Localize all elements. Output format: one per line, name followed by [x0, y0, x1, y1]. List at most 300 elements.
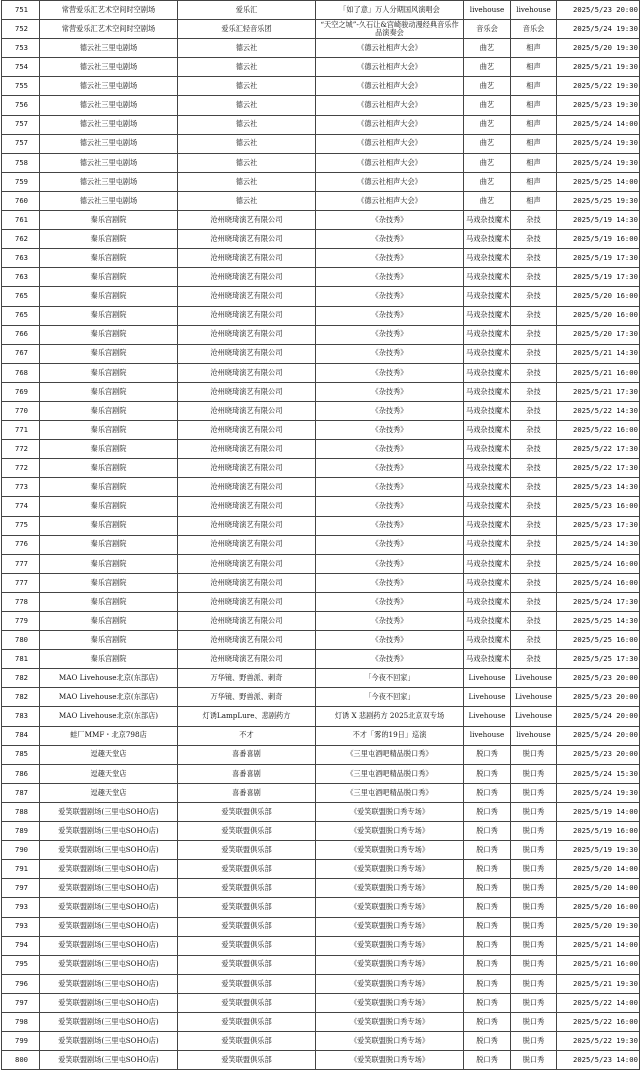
row-number: 798: [2, 1012, 40, 1031]
subcategory-cell: 相声: [511, 39, 557, 58]
datetime-cell: 2025/5/24 17:30: [557, 592, 640, 611]
organizer-cell: 德云社: [178, 153, 316, 172]
venue-cell: 秦乐宫剧院: [40, 268, 178, 287]
table-row: [2, 77, 640, 96]
row-number: 793: [2, 898, 40, 917]
venue-cell: 秦乐宫剧院: [40, 535, 178, 554]
category-cell: 曲艺: [464, 115, 511, 134]
category-cell: 曲艺: [464, 58, 511, 77]
show-title-cell: 《杂技秀》: [316, 478, 464, 497]
organizer-cell: 沧州晓琦演艺有限公司: [178, 650, 316, 669]
show-title-cell: 《爱笑联盟脱口秀专场》: [316, 1012, 464, 1031]
datetime-cell: 2025/5/20 16:00: [557, 306, 640, 325]
show-title-cell: 《杂技秀》: [316, 211, 464, 230]
venue-cell: 秦乐宫剧院: [40, 440, 178, 459]
venue-cell: 爱笑联盟剧场(三里屯SOHO店): [40, 841, 178, 860]
organizer-cell: 沧州晓琦演艺有限公司: [178, 554, 316, 573]
venue-cell: 爱笑联盟剧场(三里屯SOHO店): [40, 879, 178, 898]
subcategory-cell: 脱口秀: [511, 1012, 557, 1031]
organizer-cell: 喜番喜剧: [178, 764, 316, 783]
datetime-cell: 2025/5/24 19:30: [557, 783, 640, 802]
subcategory-cell: 脱口秀: [511, 764, 557, 783]
datetime-cell: 2025/5/23 17:30: [557, 516, 640, 535]
category-cell: 脱口秀: [464, 917, 511, 936]
organizer-cell: 爱笑联盟俱乐部: [178, 802, 316, 821]
organizer-cell: 沧州晓琦演艺有限公司: [178, 287, 316, 306]
show-title-cell: 《杂技秀》: [316, 573, 464, 592]
organizer-cell: 喜番喜剧: [178, 783, 316, 802]
subcategory-cell: 脱口秀: [511, 936, 557, 955]
table-row: [2, 249, 640, 268]
venue-cell: 秦乐宫剧院: [40, 573, 178, 592]
venue-cell: 秦乐宫剧院: [40, 421, 178, 440]
venue-cell: 秦乐宫剧院: [40, 650, 178, 669]
subcategory-cell: 脱口秀: [511, 955, 557, 974]
organizer-cell: 沧州晓琦演艺有限公司: [178, 535, 316, 554]
subcategory-cell: Livehouse: [511, 707, 557, 726]
performance-schedule-table: [1, 0, 640, 1070]
show-title-cell: 《杂技秀》: [316, 650, 464, 669]
organizer-cell: 德云社: [178, 39, 316, 58]
subcategory-cell: 脱口秀: [511, 822, 557, 841]
venue-cell: 爱笑联盟剧场(三里屯SOHO店): [40, 955, 178, 974]
subcategory-cell: 杂技: [511, 631, 557, 650]
show-title-cell: 《杂技秀》: [316, 249, 464, 268]
row-number: 789: [2, 822, 40, 841]
datetime-cell: 2025/5/23 20:00: [557, 669, 640, 688]
organizer-cell: 沧州晓琦演艺有限公司: [178, 268, 316, 287]
show-title-cell: 《德云社相声大会》: [316, 58, 464, 77]
venue-cell: 秦乐宫剧院: [40, 325, 178, 344]
table-row: [2, 573, 640, 592]
table-row: [2, 268, 640, 287]
datetime-cell: 2025/5/25 16:00: [557, 631, 640, 650]
subcategory-cell: 杂技: [511, 554, 557, 573]
subcategory-cell: 杂技: [511, 440, 557, 459]
datetime-cell: 2025/5/20 14:00: [557, 860, 640, 879]
subcategory-cell: 杂技: [511, 287, 557, 306]
organizer-cell: 爱乐汇: [178, 1, 316, 20]
category-cell: 脱口秀: [464, 860, 511, 879]
show-title-cell: 《德云社相声大会》: [316, 77, 464, 96]
datetime-cell: 2025/5/23 16:00: [557, 497, 640, 516]
show-title-cell: 《杂技秀》: [316, 592, 464, 611]
subcategory-cell: livehouse: [511, 1, 557, 20]
subcategory-cell: 杂技: [511, 459, 557, 478]
show-title-cell: 《爱笑联盟脱口秀专场》: [316, 879, 464, 898]
venue-cell: 常营爱乐汇艺术空间时空剧场: [40, 1, 178, 20]
show-title-cell: 《爱笑联盟脱口秀专场》: [316, 936, 464, 955]
category-cell: 马戏杂技魔术: [464, 211, 511, 230]
datetime-cell: 2025/5/21 19:30: [557, 58, 640, 77]
show-title-cell: 《杂技秀》: [316, 421, 464, 440]
category-cell: Livehouse: [464, 707, 511, 726]
venue-cell: 爱笑联盟剧场(三里屯SOHO店): [40, 1012, 178, 1031]
category-cell: 曲艺: [464, 153, 511, 172]
organizer-cell: 爱笑联盟俱乐部: [178, 1051, 316, 1070]
category-cell: 马戏杂技魔术: [464, 230, 511, 249]
datetime-cell: 2025/5/21 17:30: [557, 382, 640, 401]
venue-cell: 德云社三里屯剧场: [40, 134, 178, 153]
subcategory-cell: 脱口秀: [511, 993, 557, 1012]
table-row: [2, 344, 640, 363]
category-cell: 马戏杂技魔术: [464, 268, 511, 287]
datetime-cell: 2025/5/23 20:00: [557, 745, 640, 764]
show-title-cell: 《杂技秀》: [316, 325, 464, 344]
subcategory-cell: 脱口秀: [511, 1051, 557, 1070]
datetime-cell: 2025/5/23 19:30: [557, 96, 640, 115]
organizer-cell: 爱笑联盟俱乐部: [178, 936, 316, 955]
category-cell: 曲艺: [464, 191, 511, 210]
organizer-cell: 沧州晓琦演艺有限公司: [178, 249, 316, 268]
organizer-cell: 沧州晓琦演艺有限公司: [178, 573, 316, 592]
venue-cell: 德云社三里屯剧场: [40, 58, 178, 77]
subcategory-cell: 音乐会: [511, 20, 557, 39]
row-number: 791: [2, 860, 40, 879]
datetime-cell: 2025/5/23 14:00: [557, 1051, 640, 1070]
show-title-cell: 《德云社相声大会》: [316, 191, 464, 210]
datetime-cell: 2025/5/19 17:30: [557, 249, 640, 268]
category-cell: 曲艺: [464, 77, 511, 96]
venue-cell: 德云社三里屯剧场: [40, 191, 178, 210]
venue-cell: 常营爱乐汇艺术空间时空剧场: [40, 20, 178, 39]
organizer-cell: 爱笑联盟俱乐部: [178, 917, 316, 936]
row-number: 783: [2, 707, 40, 726]
category-cell: 马戏杂技魔术: [464, 573, 511, 592]
table-row: [2, 1012, 640, 1031]
subcategory-cell: 杂技: [511, 516, 557, 535]
show-title-cell: 《爱笑联盟脱口秀专场》: [316, 841, 464, 860]
category-cell: 脱口秀: [464, 879, 511, 898]
organizer-cell: 德云社: [178, 58, 316, 77]
venue-cell: MAO Livehouse北京(东部店): [40, 707, 178, 726]
organizer-cell: 爱笑联盟俱乐部: [178, 1032, 316, 1051]
organizer-cell: 沧州晓琦演艺有限公司: [178, 631, 316, 650]
row-number: 769: [2, 382, 40, 401]
category-cell: 马戏杂技魔术: [464, 631, 511, 650]
show-title-cell: 《爱笑联盟脱口秀专场》: [316, 860, 464, 879]
datetime-cell: 2025/5/20 19:30: [557, 917, 640, 936]
subcategory-cell: Livehouse: [511, 669, 557, 688]
show-title-cell: 《德云社相声大会》: [316, 172, 464, 191]
table-row: [2, 688, 640, 707]
row-number: 765: [2, 287, 40, 306]
table-row: [2, 898, 640, 917]
organizer-cell: 德云社: [178, 191, 316, 210]
subcategory-cell: 脱口秀: [511, 860, 557, 879]
row-number: 768: [2, 363, 40, 382]
subcategory-cell: 杂技: [511, 535, 557, 554]
datetime-cell: 2025/5/22 14:00: [557, 993, 640, 1012]
category-cell: 马戏杂技魔术: [464, 650, 511, 669]
venue-cell: 蛙厂MMF・北京798店: [40, 726, 178, 745]
table-row: [2, 363, 640, 382]
venue-cell: 秦乐宫剧院: [40, 363, 178, 382]
row-number: 772: [2, 459, 40, 478]
category-cell: 脱口秀: [464, 898, 511, 917]
datetime-cell: 2025/5/20 17:30: [557, 325, 640, 344]
category-cell: 马戏杂技魔术: [464, 535, 511, 554]
subcategory-cell: 杂技: [511, 211, 557, 230]
table-row: [2, 631, 640, 650]
datetime-cell: 2025/5/25 14:00: [557, 172, 640, 191]
organizer-cell: 沧州晓琦演艺有限公司: [178, 211, 316, 230]
datetime-cell: 2025/5/19 19:30: [557, 841, 640, 860]
table-row: [2, 440, 640, 459]
show-title-cell: 《爱笑联盟脱口秀专场》: [316, 1032, 464, 1051]
category-cell: 马戏杂技魔术: [464, 421, 511, 440]
category-cell: 马戏杂技魔术: [464, 440, 511, 459]
table-row: [2, 879, 640, 898]
table-row: [2, 936, 640, 955]
table-row: [2, 783, 640, 802]
row-number: 775: [2, 516, 40, 535]
category-cell: 曲艺: [464, 134, 511, 153]
subcategory-cell: 杂技: [511, 573, 557, 592]
venue-cell: 秦乐宫剧院: [40, 631, 178, 650]
category-cell: 脱口秀: [464, 1032, 511, 1051]
subcategory-cell: 相声: [511, 153, 557, 172]
datetime-cell: 2025/5/22 17:30: [557, 459, 640, 478]
organizer-cell: 爱笑联盟俱乐部: [178, 955, 316, 974]
row-number: 780: [2, 631, 40, 650]
table-row: [2, 58, 640, 77]
table-row: [2, 726, 640, 745]
datetime-cell: 2025/5/20 16:00: [557, 898, 640, 917]
category-cell: 脱口秀: [464, 993, 511, 1012]
datetime-cell: 2025/5/19 14:30: [557, 211, 640, 230]
organizer-cell: 爱乐汇轻音乐团: [178, 20, 316, 39]
venue-cell: 德云社三里屯剧场: [40, 39, 178, 58]
row-number: 758: [2, 153, 40, 172]
venue-cell: 秦乐宫剧院: [40, 230, 178, 249]
subcategory-cell: 脱口秀: [511, 783, 557, 802]
category-cell: livehouse: [464, 1, 511, 20]
subcategory-cell: 相声: [511, 58, 557, 77]
table-row: [2, 211, 640, 230]
show-title-cell: 《杂技秀》: [316, 363, 464, 382]
category-cell: 马戏杂技魔术: [464, 382, 511, 401]
datetime-cell: 2025/5/19 17:30: [557, 268, 640, 287]
row-number: 794: [2, 936, 40, 955]
subcategory-cell: Livehouse: [511, 688, 557, 707]
show-title-cell: 《德云社相声大会》: [316, 96, 464, 115]
row-number: 766: [2, 325, 40, 344]
category-cell: 曲艺: [464, 172, 511, 191]
subcategory-cell: 相声: [511, 115, 557, 134]
datetime-cell: 2025/5/19 16:00: [557, 822, 640, 841]
venue-cell: 逗趣天堂店: [40, 764, 178, 783]
subcategory-cell: 脱口秀: [511, 917, 557, 936]
show-title-cell: 「如了意」万人分期国风演唱会: [316, 1, 464, 20]
row-number: 765: [2, 306, 40, 325]
table-row: [2, 974, 640, 993]
datetime-cell: 2025/5/25 17:30: [557, 650, 640, 669]
table-row: [2, 306, 640, 325]
show-title-cell: 「今夜不回家」: [316, 688, 464, 707]
venue-cell: 秦乐宫剧院: [40, 497, 178, 516]
subcategory-cell: 脱口秀: [511, 974, 557, 993]
venue-cell: 爱笑联盟剧场(三里屯SOHO店): [40, 974, 178, 993]
organizer-cell: 沧州晓琦演艺有限公司: [178, 440, 316, 459]
venue-cell: 德云社三里屯剧场: [40, 153, 178, 172]
category-cell: 脱口秀: [464, 955, 511, 974]
venue-cell: 德云社三里屯剧场: [40, 96, 178, 115]
show-title-cell: “天空之城”-久石让&宫崎骏动漫经典音乐作品演奏会: [316, 20, 464, 39]
venue-cell: 秦乐宫剧院: [40, 287, 178, 306]
subcategory-cell: 杂技: [511, 592, 557, 611]
datetime-cell: 2025/5/23 20:00: [557, 1, 640, 20]
datetime-cell: 2025/5/22 17:30: [557, 440, 640, 459]
organizer-cell: 沧州晓琦演艺有限公司: [178, 516, 316, 535]
row-number: 754: [2, 58, 40, 77]
show-title-cell: 《德云社相声大会》: [316, 153, 464, 172]
organizer-cell: 德云社: [178, 134, 316, 153]
datetime-cell: 2025/5/22 19:30: [557, 77, 640, 96]
row-number: 751: [2, 1, 40, 20]
table-row: [2, 39, 640, 58]
category-cell: 脱口秀: [464, 745, 511, 764]
organizer-cell: 德云社: [178, 96, 316, 115]
venue-cell: 逗趣天堂店: [40, 783, 178, 802]
table-row: [2, 172, 640, 191]
table-row: [2, 478, 640, 497]
datetime-cell: 2025/5/20 16:00: [557, 287, 640, 306]
organizer-cell: 沧州晓琦演艺有限公司: [178, 592, 316, 611]
venue-cell: MAO Livehouse北京(东部店): [40, 688, 178, 707]
datetime-cell: 2025/5/22 16:00: [557, 421, 640, 440]
row-number: 787: [2, 783, 40, 802]
organizer-cell: 爱笑联盟俱乐部: [178, 822, 316, 841]
row-number: 757: [2, 115, 40, 134]
show-title-cell: 《杂技秀》: [316, 268, 464, 287]
show-title-cell: 「今夜不回家」: [316, 669, 464, 688]
category-cell: Livehouse: [464, 688, 511, 707]
show-title-cell: 《爱笑联盟脱口秀专场》: [316, 802, 464, 821]
category-cell: 马戏杂技魔术: [464, 459, 511, 478]
organizer-cell: 沧州晓琦演艺有限公司: [178, 401, 316, 420]
table-row: [2, 917, 640, 936]
venue-cell: 秦乐宫剧院: [40, 306, 178, 325]
table-row: [2, 401, 640, 420]
datetime-cell: 2025/5/24 20:00: [557, 707, 640, 726]
organizer-cell: 沧州晓琦演艺有限公司: [178, 230, 316, 249]
organizer-cell: 爱笑联盟俱乐部: [178, 1012, 316, 1031]
datetime-cell: 2025/5/22 16:00: [557, 1012, 640, 1031]
venue-cell: 德云社三里屯剧场: [40, 115, 178, 134]
show-title-cell: 《德云社相声大会》: [316, 39, 464, 58]
category-cell: 脱口秀: [464, 783, 511, 802]
organizer-cell: 爱笑联盟俱乐部: [178, 974, 316, 993]
datetime-cell: 2025/5/23 20:00: [557, 688, 640, 707]
show-title-cell: 《德云社相声大会》: [316, 115, 464, 134]
venue-cell: 爱笑联盟剧场(三里屯SOHO店): [40, 860, 178, 879]
subcategory-cell: 杂技: [511, 401, 557, 420]
subcategory-cell: 相声: [511, 172, 557, 191]
row-number: 759: [2, 172, 40, 191]
category-cell: 脱口秀: [464, 764, 511, 783]
venue-cell: 爱笑联盟剧场(三里屯SOHO店): [40, 936, 178, 955]
datetime-cell: 2025/5/24 16:00: [557, 573, 640, 592]
datetime-cell: 2025/5/21 14:00: [557, 936, 640, 955]
category-cell: 马戏杂技魔术: [464, 612, 511, 631]
venue-cell: 秦乐宫剧院: [40, 478, 178, 497]
organizer-cell: 爱笑联盟俱乐部: [178, 993, 316, 1012]
datetime-cell: 2025/5/24 19:30: [557, 153, 640, 172]
table-row: [2, 612, 640, 631]
category-cell: 马戏杂技魔术: [464, 249, 511, 268]
subcategory-cell: 脱口秀: [511, 1032, 557, 1051]
subcategory-cell: 杂技: [511, 382, 557, 401]
organizer-cell: 爱笑联盟俱乐部: [178, 841, 316, 860]
table-row: [2, 459, 640, 478]
row-number: 770: [2, 401, 40, 420]
show-title-cell: 《三里屯酒吧精品脱口秀》: [316, 764, 464, 783]
organizer-cell: 德云社: [178, 172, 316, 191]
organizer-cell: 万华镜、野兽派、刺奇: [178, 688, 316, 707]
row-number: 767: [2, 344, 40, 363]
row-number: 774: [2, 497, 40, 516]
subcategory-cell: 相声: [511, 77, 557, 96]
table-row: [2, 115, 640, 134]
subcategory-cell: 相声: [511, 134, 557, 153]
subcategory-cell: 脱口秀: [511, 898, 557, 917]
show-title-cell: 《三里屯酒吧精品脱口秀》: [316, 745, 464, 764]
show-title-cell: 《杂技秀》: [316, 382, 464, 401]
venue-cell: 爱笑联盟剧场(三里屯SOHO店): [40, 898, 178, 917]
organizer-cell: 沧州晓琦演艺有限公司: [178, 478, 316, 497]
datetime-cell: 2025/5/24 15:30: [557, 764, 640, 783]
show-title-cell: 《德云社相声大会》: [316, 134, 464, 153]
subcategory-cell: 杂技: [511, 612, 557, 631]
organizer-cell: 沧州晓琦演艺有限公司: [178, 459, 316, 478]
category-cell: livehouse: [464, 726, 511, 745]
table-row: [2, 592, 640, 611]
show-title-cell: 《杂技秀》: [316, 535, 464, 554]
subcategory-cell: 相声: [511, 191, 557, 210]
row-number: 752: [2, 20, 40, 39]
subcategory-cell: 杂技: [511, 421, 557, 440]
show-title-cell: 《杂技秀》: [316, 287, 464, 306]
row-number: 757: [2, 134, 40, 153]
subcategory-cell: 杂技: [511, 325, 557, 344]
subcategory-cell: 杂技: [511, 478, 557, 497]
organizer-cell: 爱笑联盟俱乐部: [178, 860, 316, 879]
show-title-cell: 《杂技秀》: [316, 344, 464, 363]
show-title-cell: 《爱笑联盟脱口秀专场》: [316, 955, 464, 974]
category-cell: 脱口秀: [464, 936, 511, 955]
category-cell: 曲艺: [464, 96, 511, 115]
organizer-cell: 沧州晓琦演艺有限公司: [178, 344, 316, 363]
row-number: 753: [2, 39, 40, 58]
row-number: 772: [2, 440, 40, 459]
category-cell: 曲艺: [464, 39, 511, 58]
table-row: [2, 822, 640, 841]
datetime-cell: 2025/5/21 16:00: [557, 363, 640, 382]
show-title-cell: 《杂技秀》: [316, 230, 464, 249]
show-title-cell: 不才「雾的19日」巡演: [316, 726, 464, 745]
venue-cell: 爱笑联盟剧场(三里屯SOHO店): [40, 1051, 178, 1070]
row-number: 785: [2, 745, 40, 764]
table-row: [2, 20, 640, 39]
subcategory-cell: livehouse: [511, 726, 557, 745]
category-cell: 马戏杂技魔术: [464, 306, 511, 325]
table-row: [2, 421, 640, 440]
show-title-cell: 灯诱 X 悲剧药方 2025北京双专场: [316, 707, 464, 726]
category-cell: 马戏杂技魔术: [464, 401, 511, 420]
category-cell: 马戏杂技魔术: [464, 344, 511, 363]
show-title-cell: 《杂技秀》: [316, 554, 464, 573]
